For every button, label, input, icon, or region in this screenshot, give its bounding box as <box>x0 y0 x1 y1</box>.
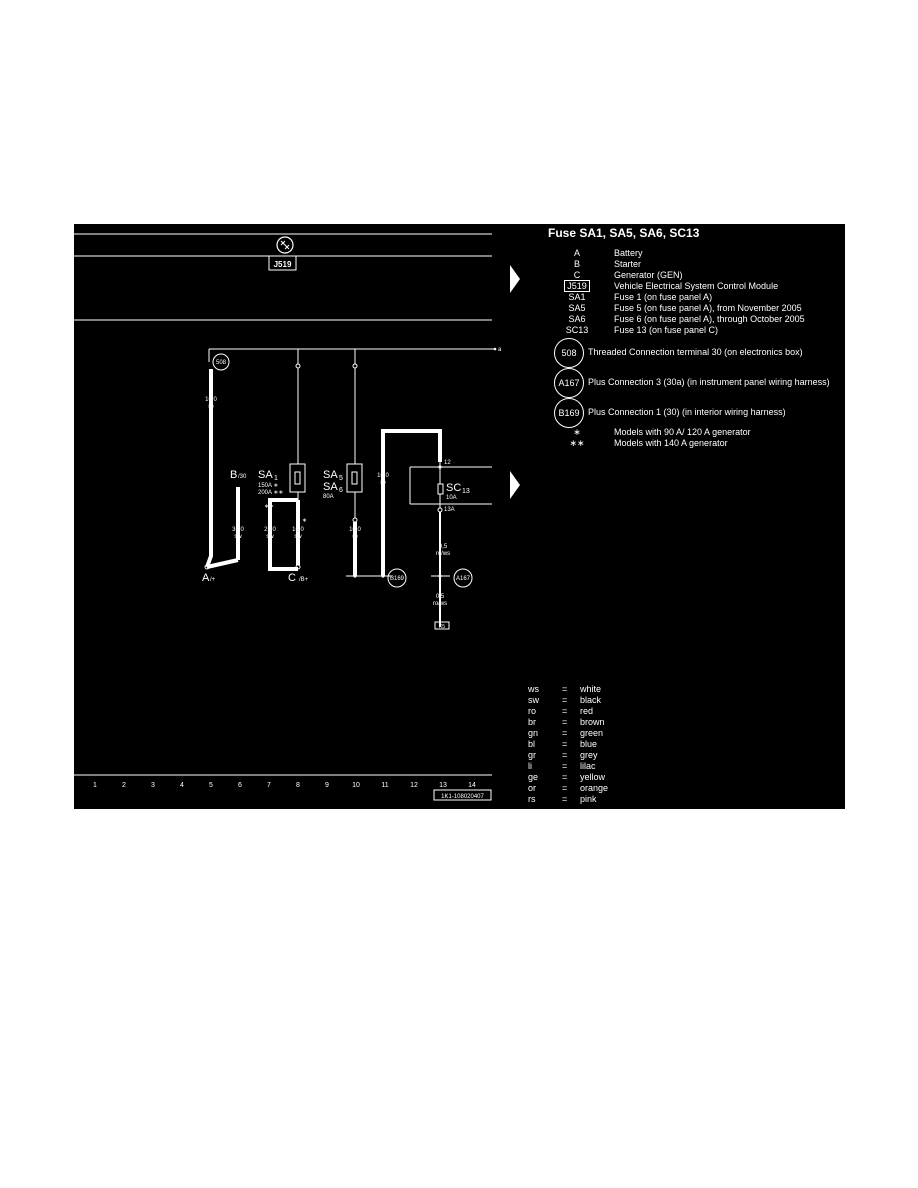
legend-title: Fuse SA1, SA5, SA6, SC13 <box>548 226 700 240</box>
connection-a167-label: A167 <box>455 576 471 582</box>
grid-number: 10 <box>352 782 360 789</box>
wire-w6-color: ro <box>380 480 386 486</box>
fuse-sc13-sub: 13 <box>462 488 470 495</box>
fuse-sc13-pin-bottom: 13A <box>444 507 455 513</box>
wire-w6-size: 10,0 <box>377 473 389 479</box>
grid-number: 3 <box>151 782 155 789</box>
fuse-sc13-symbol <box>438 484 443 494</box>
terminal-a: A <box>202 572 210 584</box>
grid-number: 6 <box>238 782 242 789</box>
terminal-b: B <box>230 469 238 481</box>
connection-symbol: 508 <box>554 338 584 368</box>
fuse-sc13-name: SC <box>446 482 462 494</box>
terminal-a-sub: /+ <box>210 577 216 583</box>
grid-number: 2 <box>122 782 126 789</box>
j519-label: J519 <box>273 260 292 269</box>
wire-w3-size: 25,0 <box>264 527 276 533</box>
grid-number: 14 <box>468 782 476 789</box>
fuse-sa1-name: SA <box>258 469 273 481</box>
fuse-sa5-rating: 80A <box>323 494 334 500</box>
wire-w1-color: ro <box>208 404 214 410</box>
mark-double-star: ∗∗ <box>264 504 275 510</box>
schematic-panel: J519 a 508 16,0 ro B /30 35,0 sw A /+ SA 1 150A ∗ 200A ∗∗ ∗∗ ∗ 25,0 sw 16,0 sw C /B+ SA 5 SA 6 80A 10,0 ro B169 10,0 ro 12 SC 13 10A 13A 0,5 ro/ws A167 0,5 ro/ws X5 1 2 3 4 5 6 7 8 9 10 11 12 13 14 1K1-108020407 Fuse SA1, SA5, SA6, SC13 A Battery B Starter C Generator (GEN) J519 Vehicle Electrical System Control Module SA1 Fuse 1 (on fuse panel A) SA5 Fuse 5 (on fuse panel A), from November 2005 SA6 Fuse 6 (on fuse panel A), through October 2005 SC13 Fuse 13 (on fuse panel C) 508 Threaded Connection terminal 30 (on electronics box) A167 Plus Connection 3 (30a) (in instrument panel wiring harness) B169 Plus Connection 1 (30) (in interior wiring harness) ∗ Models with 90 A/ 120 A generator ∗∗ Models with 140 A generator ws = white sw = black ro = red br = brown gn = green bl = blue gr = grey li = lilac ge = yellow or = orange rs = pink <box>74 224 845 809</box>
grid-numbers <box>93 782 476 789</box>
connection-symbol: A167 <box>554 368 584 398</box>
bus-end-dot <box>494 348 497 351</box>
ground-icon <box>277 237 293 253</box>
wire-w7-size: 0,5 <box>438 544 448 550</box>
fuse-sa5-name: SA <box>323 469 338 481</box>
wire-w2-size: 35,0 <box>232 527 244 533</box>
figure-id: 1K1-108020407 <box>441 794 484 800</box>
bottom-box-label: X5 <box>438 624 446 630</box>
grid-number: 4 <box>180 782 184 789</box>
fuse-sa1-box <box>290 464 305 492</box>
connection-symbol: B169 <box>554 398 584 428</box>
wire-w4-color: sw <box>294 534 302 540</box>
fuse-sa1-rating1: 150A ∗ <box>258 483 279 489</box>
connection-b169-label: B169 <box>389 576 405 582</box>
fuse-sa1-rating2: 200A ∗∗ <box>258 490 284 496</box>
grid-number: 12 <box>410 782 418 789</box>
grid-number: 9 <box>325 782 329 789</box>
page-arrow-top <box>510 265 520 293</box>
wire-w1-size: 16,0 <box>205 397 217 403</box>
wire-w5-color: ro <box>352 534 358 540</box>
grid-number: 5 <box>209 782 213 789</box>
fuse-sa5-sub: 5 <box>339 475 343 482</box>
wire-w3-color: sw <box>266 534 274 540</box>
grid-number: 1 <box>93 782 97 789</box>
fuse-sa6-sub: 6 <box>339 487 343 494</box>
mark-single-star: ∗ <box>302 518 308 524</box>
grid-number: 7 <box>267 782 271 789</box>
wire-w2-color: sw <box>234 534 242 540</box>
wire-w8-size: 0,5 <box>435 594 445 600</box>
fuse-sc13-pin-top: 12 <box>444 460 451 466</box>
wire-w4-size: 16,0 <box>292 527 304 533</box>
wire-w7-color: ro/ws <box>435 551 451 557</box>
fuse-sa1-sub: 1 <box>274 475 278 482</box>
wire-w5-size: 10,0 <box>349 527 361 533</box>
grid-number: 8 <box>296 782 300 789</box>
grid-number: 13 <box>439 782 447 789</box>
terminal-b-sub: /30 <box>238 474 247 480</box>
wire-w8-color: ro/ws <box>432 601 448 607</box>
fuse-sc13-rating: 10A <box>446 495 457 501</box>
bus-end-label: a <box>498 347 502 353</box>
grid-number: 11 <box>381 782 389 789</box>
fuse-sa5-box <box>347 464 362 492</box>
page-arrow-middle <box>510 471 520 499</box>
fuse-sa6-name: SA <box>323 481 338 493</box>
terminal-c: C <box>288 572 296 584</box>
terminal-c-sub: /B+ <box>299 577 309 583</box>
connection-508-label: 508 <box>215 360 227 366</box>
